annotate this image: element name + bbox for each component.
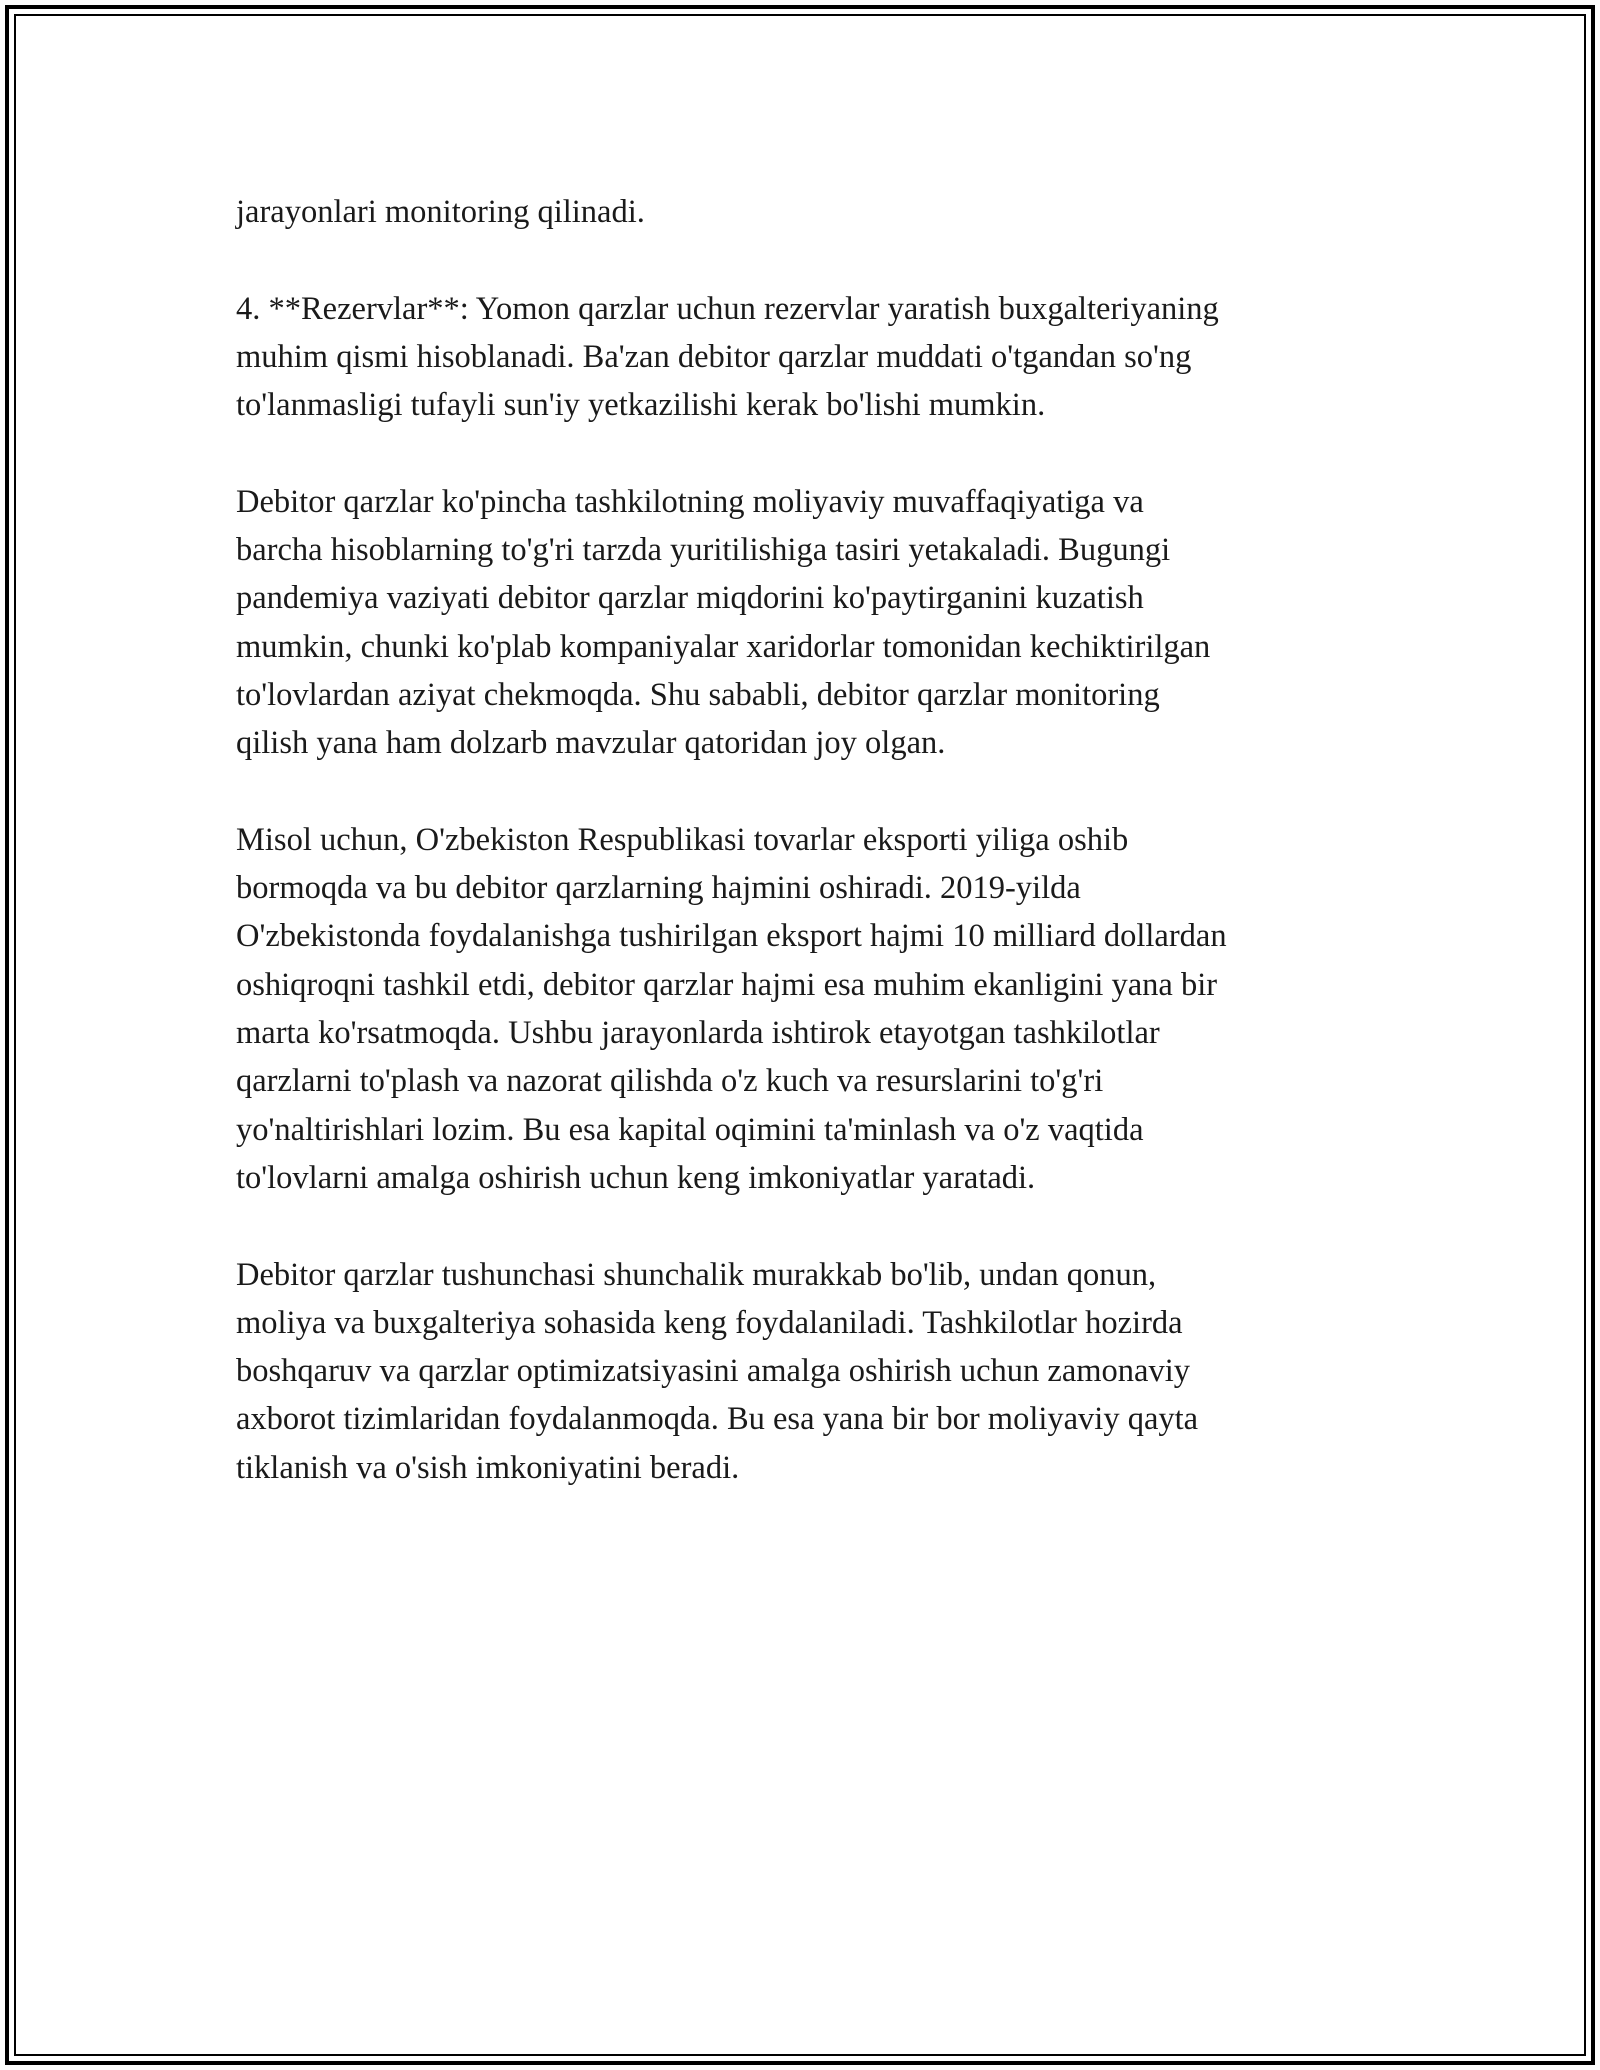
paragraph-concept: Debitor qarzlar tushunchasi shunchalik murakkab bo'lib, undan qonun, moliya va buxgalteriya sohasida keng foydalaniladi. Tashkilotlar hozirda boshqaruv va qarzlar optimizatsiyasini amalga oshirish uchun zamonaviy axborot tizimlaridan foydalanmoqda. Bu esa yana bir bor moliyaviy qayta tiklanish va o'sish imkoniyatini beradi. bbox=[236, 1256, 1199, 1486]
paragraph-export-example: Misol uchun, O'zbekiston Respublikasi tovarlar eksporti yiliga oshib bormoqda va bu debitor qarzlarning hajmini oshiradi. 2019-yilda O'zbekistonda foydalanishga tushirilgan eksport hajmi 10 milliard dollardan oshiqroqni tashkil etdi, debitor qarzlar hajmi esa muhim ekanligini yana bir marta ko'rsatmoqda. Ushbu jarayonlarda ishtirok etayotgan tashkilotlar qarzlarni to'plash va nazorat qilishda o'z kuch va resurslarini to'g'ri yo'naltirishlari lozim. Bu esa kapital oqimini ta'minlash va o'z vaqtida to'lovlarni amalga oshirish uchun keng imkoniyatlar yaratadi. bbox=[236, 821, 1227, 1196]
paragraph-reserves: 4. **Rezervlar**: Yomon qarzlar uchun rezervlar yaratish buxgalteriyaning muhim qismi hisoblanadi. Ba'zan debitor qarzlar muddati o'tgandan so'ng to'lanmasligi tufayli sun'iy yetkazilishi kerak bo'lishi mumkin. bbox=[236, 290, 1219, 424]
paragraph-monitoring-continuation: jarayonlari monitoring qilinadi. bbox=[236, 194, 645, 230]
paragraph-pandemic: Debitor qarzlar ko'pincha tashkilotning moliyaviy muvaffaqiyatiga va barcha hisoblarning to'g'ri tarzda yuritilishiga tasiri yetakaladi. Bugungi pandemiya vaziyati debitor qarzlar miqdorini ko'paytirganini kuzatish mumkin, chunki ko'plab kompaniyalar xaridorlar tomonidan kechiktirilgan to'lovlardan aziyat chekmoqda. Shu sababli, debitor qarzlar monitoring qilish yana ham dolzarb mavzular qatoridan joy olgan. bbox=[236, 483, 1211, 762]
document-body bbox=[236, 188, 1366, 1540]
